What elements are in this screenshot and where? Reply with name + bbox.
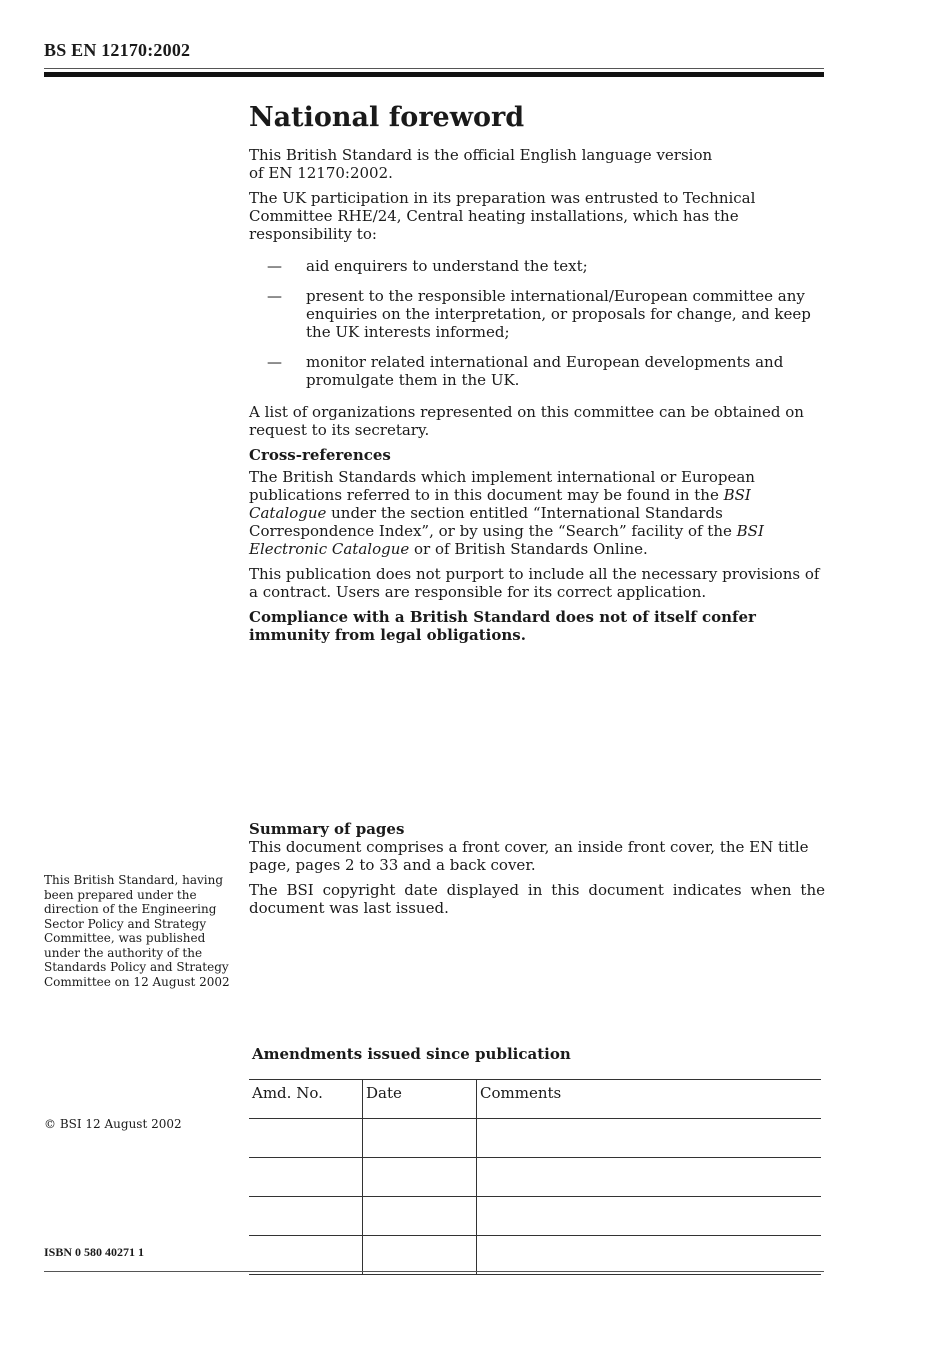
bullet-text: monitor related international and European developments and promulgate them in the UK. — [306, 353, 784, 389]
document-id: BS EN 12170:2002 — [44, 40, 191, 60]
page-title: National foreword — [249, 102, 525, 133]
table-row — [249, 1158, 821, 1197]
intro-paragraph: This British Standard is the official English language version of EN 12170:2002. — [249, 146, 713, 182]
bullet-item — [267, 257, 825, 275]
table-cell — [249, 1158, 363, 1197]
table-cell — [249, 1119, 363, 1158]
participation-paragraph: The UK participation in its preparation was entrusted to Technical Committee RHE/24, Central heating installations, which has the responsibility to: — [249, 189, 756, 243]
summary-paragraph: This document comprises a front cover, an inside front cover, the EN title page, pages 2 to 33 and a back cover. — [249, 838, 809, 874]
summary-heading: Summary of pages — [249, 820, 405, 838]
table-cell — [363, 1119, 477, 1158]
cross-references-heading: Cross-references — [249, 446, 391, 464]
footer-divider — [44, 1271, 824, 1272]
summary-section — [249, 820, 825, 924]
bullet-item — [267, 353, 825, 389]
table-row — [249, 1119, 821, 1158]
table-cell — [477, 1236, 822, 1275]
table-cell — [363, 1158, 477, 1197]
table-cell — [363, 1236, 477, 1275]
isbn: ISBN 0 580 40271 1 — [44, 1245, 145, 1259]
copyright-date-paragraph: The BSI copyright date displayed in this document indicates when the document was last issued. — [249, 881, 825, 917]
bsi-electronic-catalogue-title: BSI Electronic Catalogue — [249, 522, 764, 558]
header-divider-thick — [44, 72, 824, 77]
table-cell — [477, 1158, 822, 1197]
bullet-text: present to the responsible international/European committee any enquiries on the interpretation, or proposals for change, and keep the UK interests informed; — [306, 287, 811, 341]
publication-note: This British Standard, having been prepared under the direction of the Engineering Sector Policy and Strategy Committee, was published under the authority of the Standards Policy and Strategy Committee on 12 August 2002 — [44, 873, 230, 989]
bullet-dash: — — [267, 287, 282, 305]
table-header-row — [249, 1080, 821, 1119]
cross-ref-text: or of British Standards Online. — [409, 540, 648, 558]
contract-paragraph: This publication does not purport to include all the necessary provisions of a contract. Users are responsible for its correct application. — [249, 565, 820, 601]
column-header-date: Date — [363, 1080, 477, 1119]
table-cell — [249, 1236, 363, 1275]
table-row — [249, 1197, 821, 1236]
cross-ref-text: The British Standards which implement international or European publications referred to in this document may be found in the — [249, 468, 755, 504]
bullet-item — [267, 287, 825, 341]
header-divider-thin — [44, 68, 824, 69]
table-cell — [363, 1197, 477, 1236]
copyright-notice: © BSI 12 August 2002 — [44, 1117, 182, 1131]
column-header-comments: Comments — [477, 1080, 822, 1119]
foreword-section — [249, 100, 825, 651]
table-cell — [477, 1197, 822, 1236]
bsi-catalogue-title: BSI Catalogue — [249, 486, 751, 522]
table-row — [249, 1236, 821, 1275]
table-cell — [249, 1197, 363, 1236]
cross-references-paragraph — [249, 468, 825, 558]
bullet-dash: — — [267, 257, 282, 275]
bullet-dash: — — [267, 353, 282, 371]
bullet-text: aid enquirers to understand the text; — [306, 257, 588, 275]
table-cell — [477, 1119, 822, 1158]
cross-ref-text: under the section entitled “International Standards Correspondence Index”, or by using the “Search” facility of the — [249, 504, 737, 540]
compliance-statement: Compliance with a British Standard does not of itself confer immunity from legal obligations. — [249, 608, 756, 644]
amendments-title: Amendments issued since publication — [252, 1045, 571, 1063]
amendments-table — [249, 1079, 821, 1275]
column-header-amd-no: Amd. No. — [249, 1080, 363, 1119]
organizations-paragraph: A list of organizations represented on this committee can be obtained on request to its secretary. — [249, 403, 804, 439]
